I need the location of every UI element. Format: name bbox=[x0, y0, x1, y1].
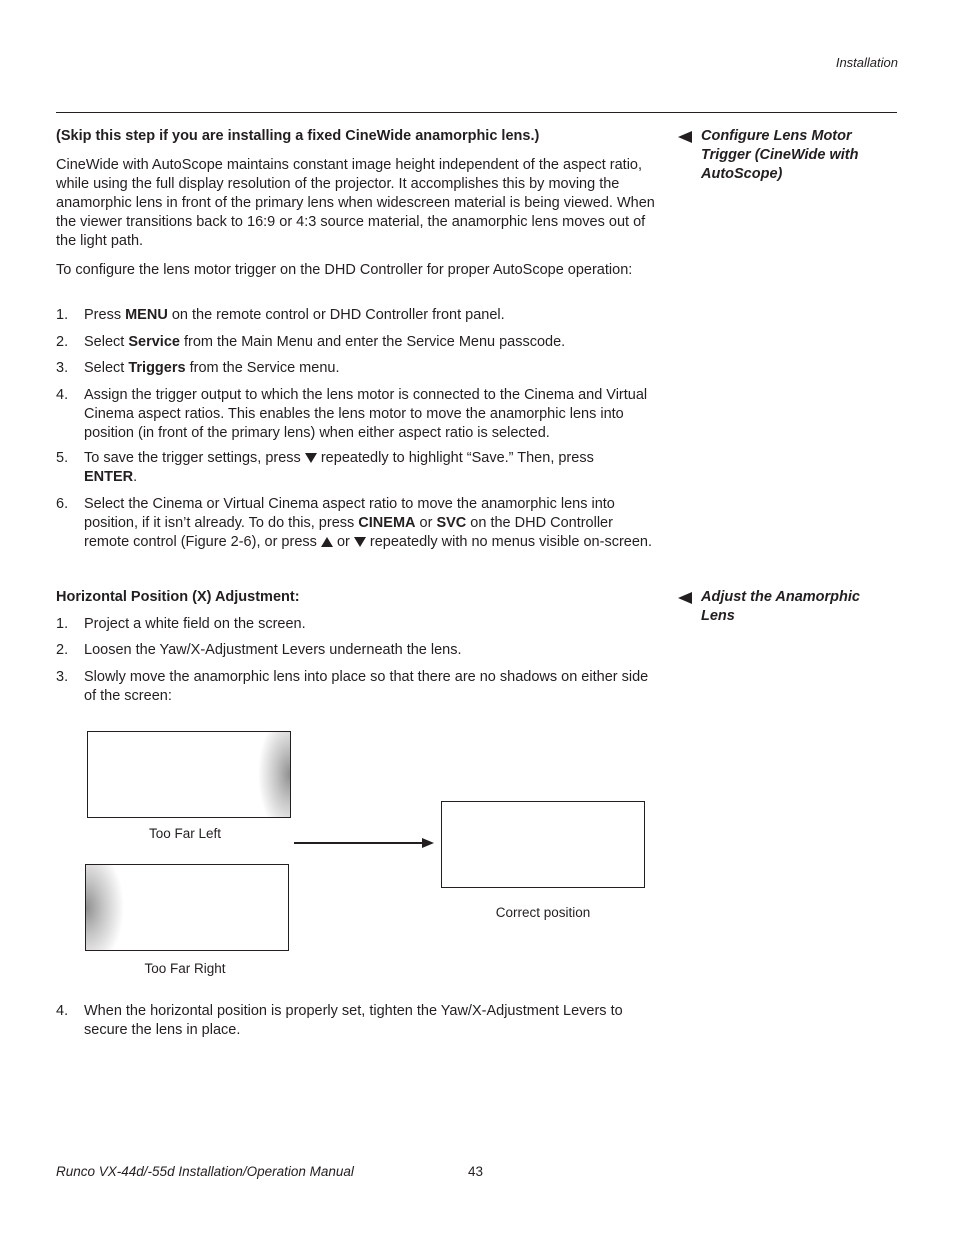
horizontal-position-heading: Horizontal Position (X) Adjustment: bbox=[56, 589, 300, 605]
footer-manual-title: Runco VX-44d/-55d Installation/Operation Manual bbox=[56, 1164, 354, 1179]
up-arrow-icon bbox=[321, 537, 333, 547]
arrow-left-icon bbox=[678, 592, 692, 604]
too-far-right-screen bbox=[85, 864, 289, 951]
down-arrow-icon bbox=[305, 453, 317, 463]
correct-position-caption: Correct position bbox=[495, 905, 591, 920]
too-far-left-screen bbox=[87, 731, 291, 818]
intro-paragraph: CineWide with AutoScope maintains constant image height independent of the aspect ratio, while using the full display resolution of the projector. It accomplishes this by moving the anamorphic lens in front of the primary lens when widescreen material is being viewed. When the viewer transitions back to 16:9 or 4:3 source material, the anamorphic lens moves out of the light path. bbox=[56, 157, 655, 249]
header-rule bbox=[56, 112, 897, 113]
skip-note: (Skip this step if you are installing a fixed CineWide anamorphic lens.) bbox=[56, 128, 540, 144]
page-number: 43 bbox=[468, 1164, 484, 1179]
sidebar-heading-text: Adjust the Anamorphic Lens bbox=[701, 589, 860, 624]
correct-position-screen bbox=[441, 801, 645, 888]
too-far-left-caption: Too Far Left bbox=[148, 826, 222, 841]
too-far-right-caption: Too Far Right bbox=[144, 961, 226, 976]
down-arrow-icon bbox=[354, 537, 366, 547]
lead-paragraph: To configure the lens motor trigger on the DHD Controller for proper AutoScope operation: bbox=[56, 262, 633, 278]
running-header: Installation bbox=[835, 55, 898, 70]
transition-arrow bbox=[292, 834, 437, 852]
arrow-left-icon bbox=[678, 131, 692, 143]
sidebar-heading-text: Configure Lens Motor Trigger (CineWide with AutoScope) bbox=[701, 128, 859, 182]
